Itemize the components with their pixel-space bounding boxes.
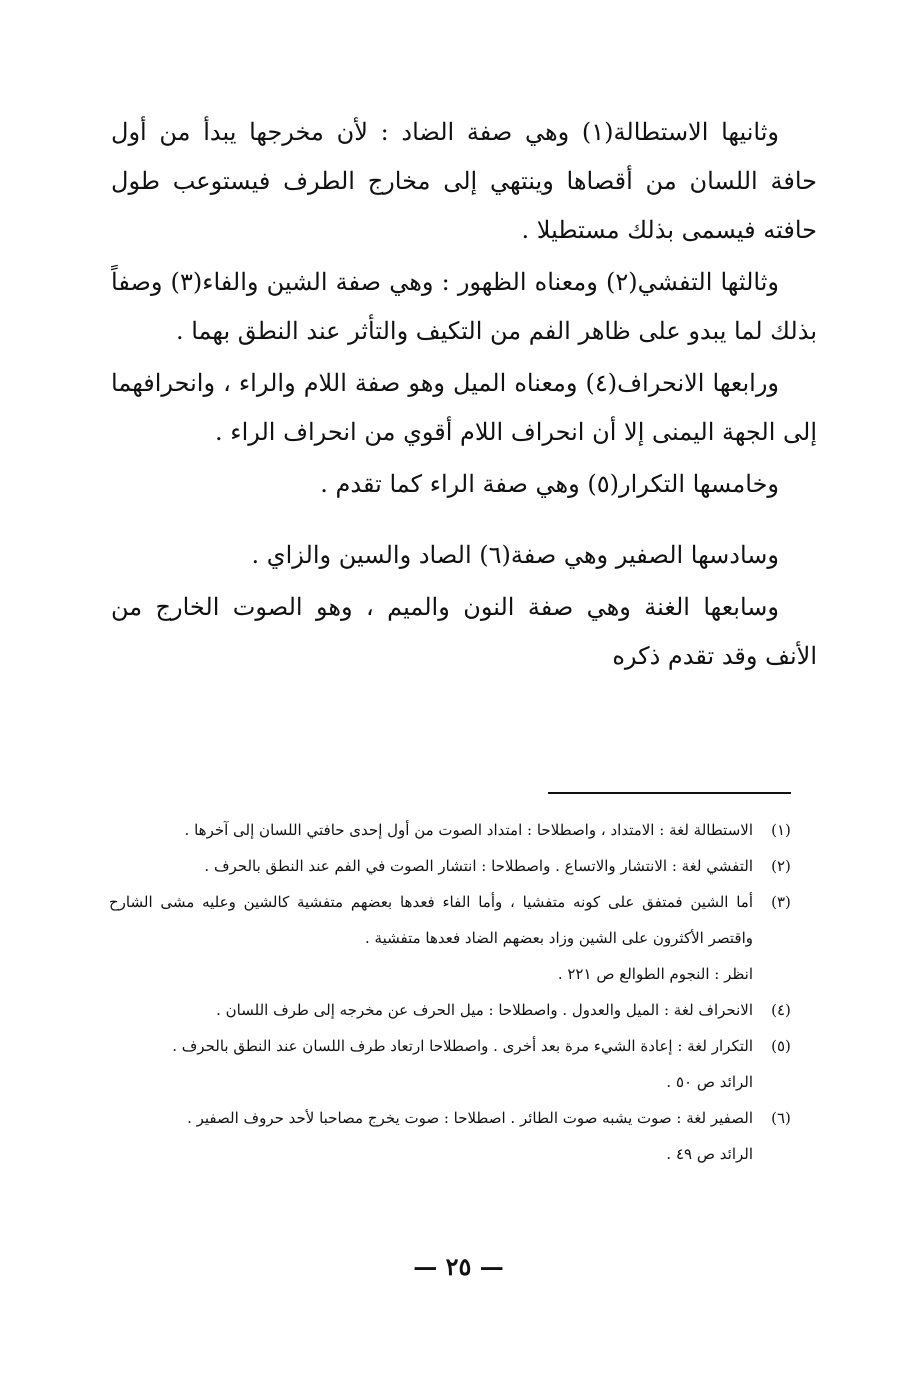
main-text (111, 108, 817, 684)
footnote-6 (109, 1100, 809, 1172)
footnote-line: التفشي لغة : الانتشار والاتساع . واصطلاحا : انتشار الصوت في الفم عند النطق بالحرف . (204, 857, 753, 875)
paragraph-inhiraf: ورابعها الانحراف(٤) ومعناه الميل وهو صفة اللام والراء ، وانحرافهما إلى الجهة اليمنى إلا أن انحراف اللام أقوي من انحراف الراء . (111, 369, 817, 446)
footnote-reference: الرائد ص ٤٩ . (666, 1145, 753, 1163)
footnote-line: الانحراف لغة : الميل والعدول . واصطلاحا : ميل الحرف عن مخرجه إلى طرف اللسان . (216, 1001, 753, 1019)
paragraph-istitala: وثانيها الاستطالة(١) وهي صفة الضاد : لأن مخرجها يبدأ من أول حافة اللسان من أقصاها وينتهي إلى مخارج الطرف فيستوعب طول حافته فيسمى بذلك مستطيلا . (111, 118, 817, 244)
footnote-reference: الرائد ص ٥٠ . (666, 1073, 753, 1091)
footnote-text (109, 848, 753, 884)
footnote-number: (٣) (771, 893, 791, 911)
footnote-5 (109, 1028, 809, 1100)
footnote-line: أما الشين فمتفق على كونه متفشيا ، وأما الفاء فعدها بعضهم متفشية كالشين وعليه مشى الشارح واقتصر الأكثرون على الشين وزاد بعضهم الضاد فعدها متفشية . (109, 893, 754, 947)
footnote-text (109, 884, 753, 992)
footnote-4 (109, 992, 809, 1028)
footnote-3 (109, 884, 809, 992)
paragraph-ghunna: وسابعها الغنة وهي صفة النون والميم ، وهو الصوت الخارج من الأنف وقد تقدم ذكره (111, 593, 817, 670)
footnote-number: (٢) (771, 857, 791, 875)
footnote-line: الاستطالة لغة : الامتداد ، واصطلاحا : امتداد الصوت من أول إحدى حافتي اللسان إلى آخرها . (184, 821, 753, 839)
paragraph-safir: وسادسها الصفير وهي صفة(٦) الصاد والسين والزاي . (251, 541, 779, 569)
footnote-reference: انظر : النجوم الطوالع ص ٢٢١ . (557, 965, 753, 983)
footnote-text (109, 812, 753, 848)
page-number: — ٢٥ — (413, 1252, 504, 1281)
footnote-number: (١) (771, 821, 791, 839)
paragraph-tafashshi: وثالثها التفشي(٢) ومعناه الظهور : وهي صفة الشين والفاء(٣) وصفاً بذلك لما يبدو على ظاهر الفم من التكيف والتأثر عند النطق بهما . (111, 268, 817, 345)
footnote-line: التكرار لغة : إعادة الشيء مرة بعد أخرى . واصطلاحا ارتعاد طرف اللسان عند النطق بالحرف . (172, 1037, 753, 1055)
footnote-text (109, 1100, 753, 1172)
footnote-1 (109, 812, 809, 848)
footnote-number: (٦) (771, 1109, 791, 1127)
footnote-number: (٤) (771, 1001, 791, 1019)
footnote-number: (٥) (771, 1037, 791, 1055)
footnote-line: الصفير لغة : صوت يشبه صوت الطائر . اصطلاحا : صوت يخرج مصاحبا لأحد حروف الصفير . (187, 1109, 753, 1127)
footnote-divider (548, 792, 791, 794)
footnote-2 (109, 848, 809, 884)
footnote-text (109, 1028, 753, 1100)
paragraph-takrar: وخامسها التكرار(٥) وهي صفة الراء كما تقدم . (320, 470, 779, 498)
footnotes (109, 812, 809, 1172)
footnote-text (109, 992, 753, 1028)
